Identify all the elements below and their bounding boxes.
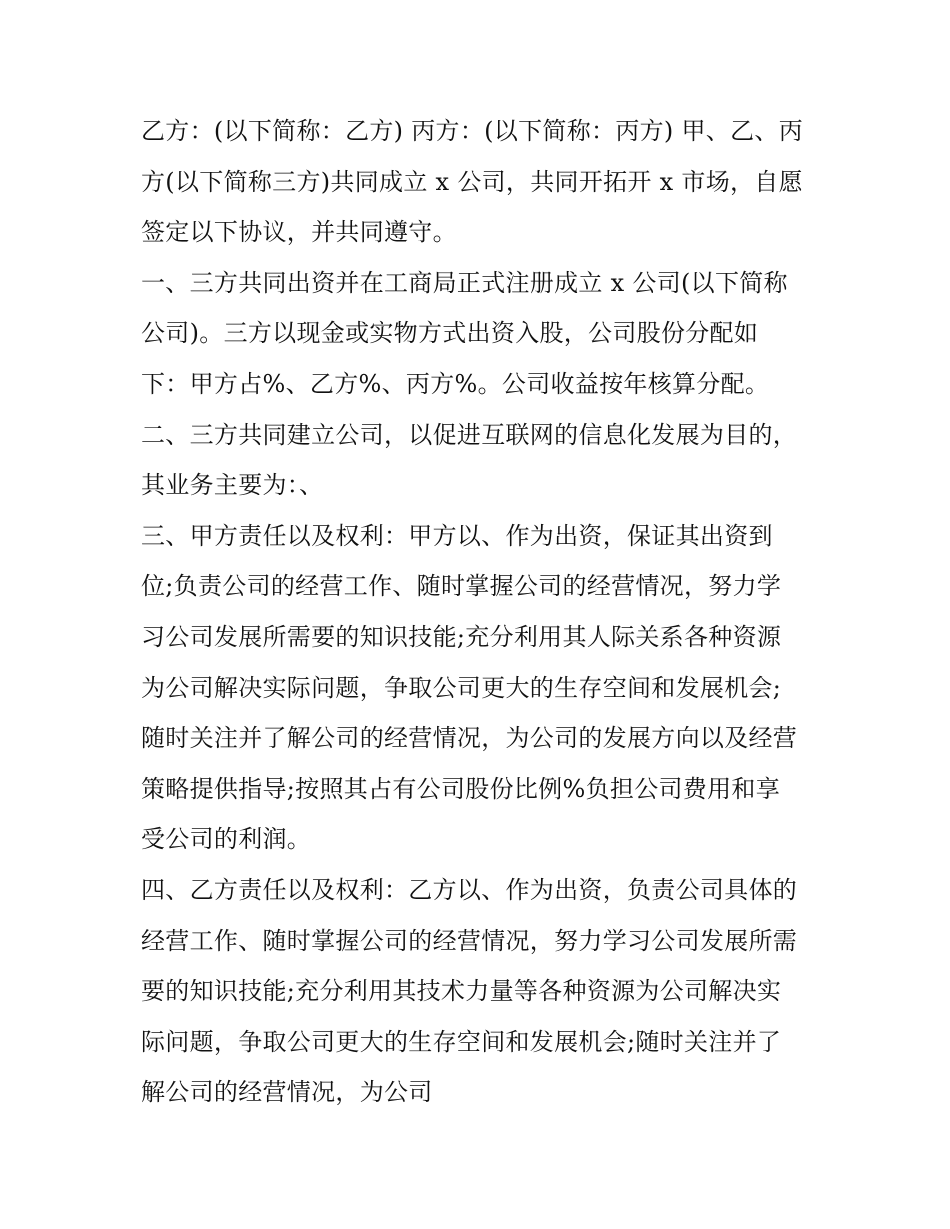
text-line: 乙方：(以下简称：乙方) 丙方：(以下简称：丙方) 甲、乙、丙 [141,117,804,145]
text-line: 受公司的利润。 [141,825,312,854]
text-line: 解公司的经营情况，为公司 [141,1078,433,1107]
text-line: 经营工作、随时掌握公司的经营情况，努力学习公司发展所需 [141,926,798,955]
text-line: 位;负责公司的经营工作、随时掌握公司的经营情况，努力学 [141,572,782,601]
text-line: 随时关注并了解公司的经营情况，为公司的发展方向以及经营 [141,724,798,753]
text-line: 为公司解决实际问题，争取公司更大的生存空间和发展机会; [141,673,782,702]
text-line: 一、三方共同出资并在工商局正式注册成立 x 公司(以下简称 [141,268,788,297]
text-line: 际问题，争取公司更大的生存空间和发展机会;随时关注并了 [141,1027,782,1056]
document-body [141,106,821,1118]
text-line: 策略提供指导;按照其占有公司股份比例%负担公司费用和享 [141,774,780,803]
text-line: 二、三方共同建立公司，以促进互联网的信息化发展为目的， [141,420,798,449]
text-line: 三、甲方责任以及权利：甲方以、作为出资，保证其出资到 [141,521,773,550]
text-line: 四、乙方责任以及权利：乙方以、作为出资，负责公司具体的 [141,875,798,904]
text-line: 公司)。三方以现金或实物方式出资入股，公司股份分配如 [141,319,759,348]
text-line: 签定以下协议，并共同遵守。 [141,218,457,247]
text-line: 要的知识技能;充分利用其技术力量等各种资源为公司解决实 [141,977,782,1006]
text-line: 习公司发展所需要的知识技能;充分利用其人际关系各种资源 [141,622,782,651]
text-line: 方(以下简称三方)共同成立 x 公司，共同开拓开 x 市场，自愿 [141,167,803,196]
text-line: 其业务主要为：、 [141,471,324,500]
text-line: 下：甲方占%、乙方%、丙方%。公司收益按年核算分配。 [141,369,770,398]
